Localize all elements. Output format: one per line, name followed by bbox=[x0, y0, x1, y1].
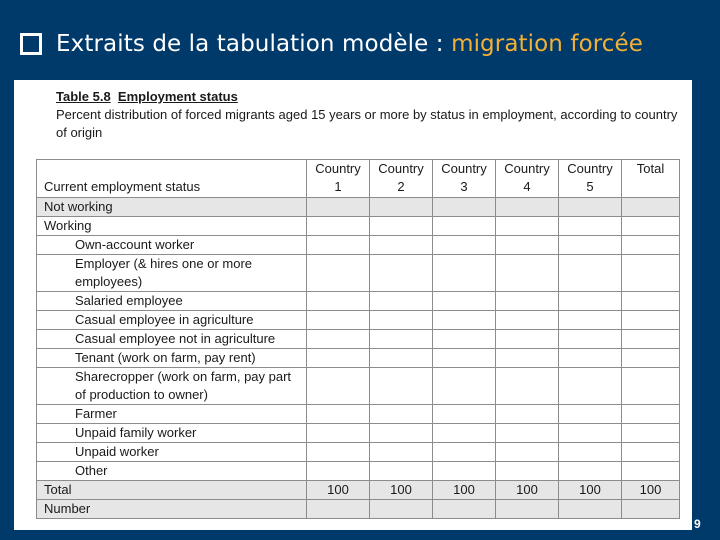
table-cell bbox=[307, 311, 370, 330]
row-label: Casual employee in agriculture bbox=[37, 311, 307, 330]
table-row bbox=[37, 292, 680, 311]
row-label: Own-account worker bbox=[37, 236, 307, 255]
table-row bbox=[37, 236, 680, 255]
row-header-cell bbox=[37, 160, 307, 198]
row-label: Number bbox=[37, 500, 307, 519]
table-caption bbox=[56, 88, 686, 142]
table-cell bbox=[307, 405, 370, 424]
row-label: Unpaid family worker bbox=[37, 424, 307, 443]
table-cell bbox=[559, 292, 622, 311]
row-label: Casual employee not in agriculture bbox=[37, 330, 307, 349]
column-header: Country 2 bbox=[370, 160, 433, 198]
table-cell bbox=[433, 424, 496, 443]
table-cell bbox=[307, 424, 370, 443]
row-header-label: Current employment status bbox=[44, 179, 201, 194]
table-cell bbox=[307, 292, 370, 311]
title-prefix: Extraits de la tabulation modèle : bbox=[56, 31, 452, 57]
row-label: Not working bbox=[37, 198, 307, 217]
table-row bbox=[37, 405, 680, 424]
total-cell: 100 bbox=[496, 481, 559, 500]
table-row bbox=[37, 349, 680, 368]
table-cell bbox=[307, 255, 370, 292]
row-label: Salaried employee bbox=[37, 292, 307, 311]
total-cell: 100 bbox=[370, 481, 433, 500]
table-cell bbox=[370, 292, 433, 311]
table-cell bbox=[622, 311, 680, 330]
table-cell bbox=[559, 255, 622, 292]
table-cell bbox=[559, 349, 622, 368]
number-row bbox=[37, 500, 680, 519]
table-row bbox=[37, 198, 680, 217]
table-cell bbox=[559, 405, 622, 424]
table-cell bbox=[433, 349, 496, 368]
table-cell bbox=[307, 198, 370, 217]
total-cell: 100 bbox=[622, 481, 680, 500]
table-row bbox=[37, 368, 680, 405]
table-cell bbox=[496, 424, 559, 443]
table-cell bbox=[433, 462, 496, 481]
row-label: Other bbox=[37, 462, 307, 481]
page-number: 9 bbox=[694, 517, 701, 531]
row-label: Unpaid worker bbox=[37, 443, 307, 462]
column-header: Country 5 bbox=[559, 160, 622, 198]
row-label: Working bbox=[37, 217, 307, 236]
table-cell bbox=[496, 311, 559, 330]
table-cell bbox=[559, 330, 622, 349]
table-cell bbox=[433, 500, 496, 519]
document-excerpt bbox=[14, 80, 692, 530]
table-cell bbox=[307, 236, 370, 255]
table-cell bbox=[433, 236, 496, 255]
column-header: Country 4 bbox=[496, 160, 559, 198]
table-cell bbox=[622, 405, 680, 424]
table-title bbox=[56, 88, 686, 106]
table-cell bbox=[559, 198, 622, 217]
table-cell bbox=[622, 462, 680, 481]
table-number: Table 5.8 bbox=[56, 89, 111, 104]
table-cell bbox=[433, 443, 496, 462]
table-cell bbox=[496, 443, 559, 462]
table-cell bbox=[433, 292, 496, 311]
table-cell bbox=[370, 368, 433, 405]
table-cell bbox=[433, 330, 496, 349]
column-header: Total bbox=[622, 160, 680, 198]
row-label: Farmer bbox=[37, 405, 307, 424]
table-cell bbox=[496, 405, 559, 424]
table-header-row bbox=[37, 160, 680, 198]
table-cell bbox=[622, 217, 680, 236]
table-name: Employment status bbox=[117, 89, 238, 104]
table-cell bbox=[622, 443, 680, 462]
table-row bbox=[37, 255, 680, 292]
table-cell bbox=[496, 349, 559, 368]
table-cell bbox=[433, 255, 496, 292]
table-cell bbox=[307, 462, 370, 481]
table-cell bbox=[307, 330, 370, 349]
table-cell bbox=[370, 236, 433, 255]
table-cell bbox=[559, 236, 622, 255]
table-cell bbox=[496, 500, 559, 519]
slide-title bbox=[20, 22, 643, 66]
table-cell bbox=[559, 217, 622, 236]
table-cell bbox=[307, 443, 370, 462]
table-cell bbox=[496, 462, 559, 481]
table-cell bbox=[370, 255, 433, 292]
table-cell bbox=[433, 311, 496, 330]
table-cell bbox=[370, 349, 433, 368]
table-cell bbox=[433, 405, 496, 424]
table-cell bbox=[496, 368, 559, 405]
row-label: Tenant (work on farm, pay rent) bbox=[37, 349, 307, 368]
table-cell bbox=[559, 368, 622, 405]
table-cell bbox=[559, 424, 622, 443]
table-cell bbox=[370, 198, 433, 217]
table-cell bbox=[370, 330, 433, 349]
table-cell bbox=[622, 255, 680, 292]
table-cell bbox=[433, 368, 496, 405]
table-cell bbox=[370, 500, 433, 519]
table-cell bbox=[622, 368, 680, 405]
table-cell bbox=[622, 424, 680, 443]
table-cell bbox=[370, 217, 433, 236]
table-cell bbox=[496, 198, 559, 217]
table-cell bbox=[370, 405, 433, 424]
table-cell bbox=[307, 349, 370, 368]
table-cell bbox=[496, 255, 559, 292]
row-label: Total bbox=[37, 481, 307, 500]
table-cell bbox=[559, 443, 622, 462]
table-row bbox=[37, 424, 680, 443]
table-cell bbox=[622, 236, 680, 255]
table-row bbox=[37, 443, 680, 462]
table-cell bbox=[370, 462, 433, 481]
employment-status-table bbox=[36, 159, 680, 519]
table-cell bbox=[496, 330, 559, 349]
table-description: Percent distribution of forced migrants aged 15 years or more by status in employment, according to country of origin bbox=[56, 107, 678, 140]
total-cell: 100 bbox=[559, 481, 622, 500]
slide-title-text bbox=[56, 31, 643, 57]
table-cell bbox=[370, 311, 433, 330]
title-accent: migration forcée bbox=[451, 31, 644, 57]
table-cell bbox=[307, 368, 370, 405]
table-cell bbox=[622, 198, 680, 217]
table-cell bbox=[559, 500, 622, 519]
table-cell bbox=[433, 198, 496, 217]
table-row bbox=[37, 462, 680, 481]
table-cell bbox=[622, 292, 680, 311]
table-cell bbox=[622, 349, 680, 368]
row-label: Sharecropper (work on farm, pay part of production to owner) bbox=[37, 368, 307, 405]
row-label: Employer (& hires one or more employees) bbox=[37, 255, 307, 292]
total-cell: 100 bbox=[433, 481, 496, 500]
table-cell bbox=[433, 217, 496, 236]
table-row bbox=[37, 330, 680, 349]
column-header: Country 1 bbox=[307, 160, 370, 198]
table-cell bbox=[307, 217, 370, 236]
table-row bbox=[37, 217, 680, 236]
checkbox-bullet-icon bbox=[20, 33, 42, 55]
table-cell bbox=[559, 311, 622, 330]
column-header: Country 3 bbox=[433, 160, 496, 198]
table-cell bbox=[307, 500, 370, 519]
table-cell bbox=[370, 424, 433, 443]
total-cell: 100 bbox=[307, 481, 370, 500]
table-row bbox=[37, 311, 680, 330]
total-row bbox=[37, 481, 680, 500]
table-cell bbox=[496, 236, 559, 255]
table-cell bbox=[622, 330, 680, 349]
table-cell bbox=[622, 500, 680, 519]
table-cell bbox=[496, 217, 559, 236]
table-cell bbox=[370, 443, 433, 462]
table-cell bbox=[496, 292, 559, 311]
table-cell bbox=[559, 462, 622, 481]
